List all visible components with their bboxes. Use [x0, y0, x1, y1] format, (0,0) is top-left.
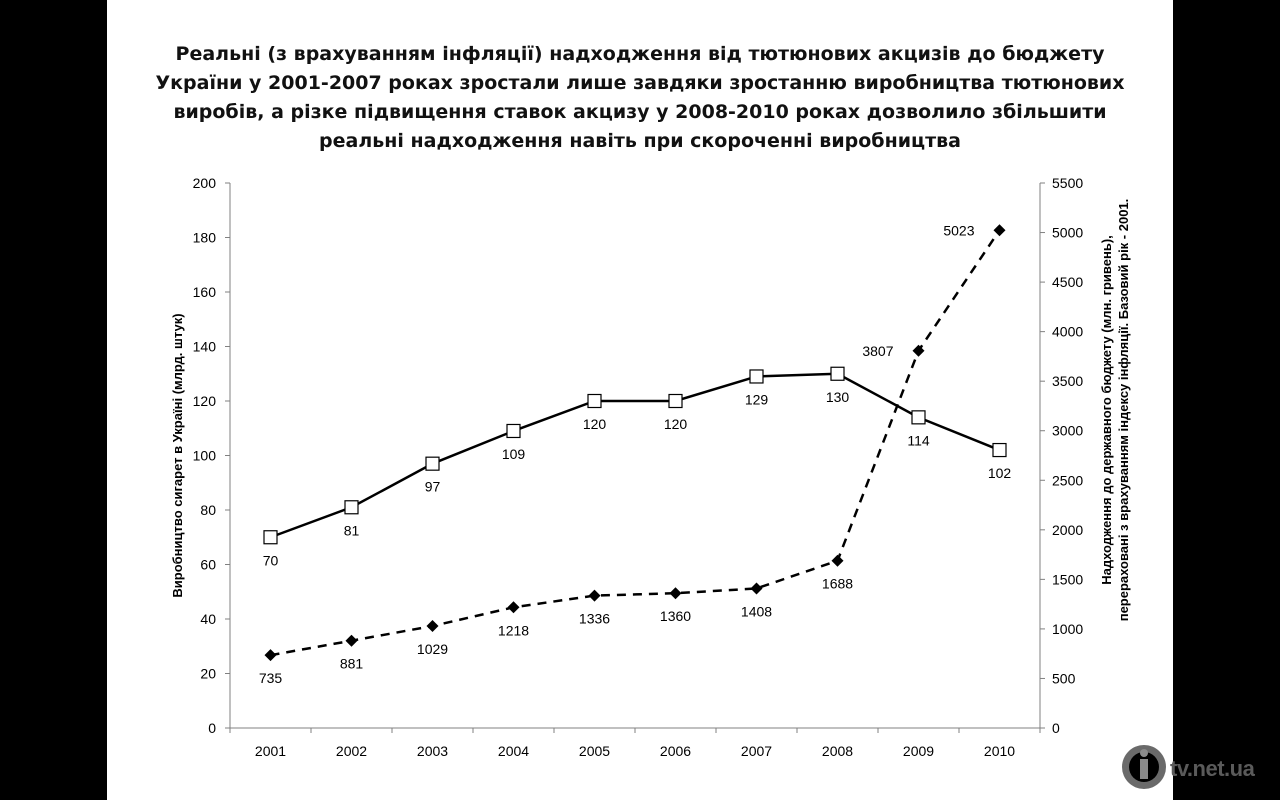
production-point [750, 370, 763, 383]
x-tick-label: 2001 [254, 743, 287, 759]
title-line: України у 2001-2007 роках зростали лише завдяки зростанню виробництва тютюнових [155, 72, 1125, 94]
revenue-series-line [271, 230, 1000, 658]
right-y-tick-label: 1000 [1052, 620, 1084, 637]
production-point [264, 531, 277, 544]
production-data-label: 109 [501, 445, 526, 462]
title-line: реальні надходження навіть при скороченні виробництва [319, 130, 961, 152]
production-point [588, 395, 601, 408]
revenue-data-label: 1218 [497, 622, 530, 639]
left-y-tick-label: 180 [192, 229, 216, 246]
right-y-tick-label: 0 [1052, 720, 1060, 736]
production-data-label: 114 [907, 432, 930, 449]
production-series-line [271, 374, 1000, 538]
production-point [345, 501, 358, 514]
right-y-tick-label: 5000 [1052, 224, 1084, 241]
right-y-tick-label: 3000 [1052, 422, 1084, 439]
revenue-data-label: 735 [258, 670, 283, 687]
production-data-label: 120 [663, 416, 688, 432]
title-line: виробів, а різке підвищення ставок акцизу у 2008-2010 роках дозволило збільшити [173, 101, 1107, 123]
production-data-label: 130 [825, 388, 850, 405]
production-data-label: 97 [424, 478, 441, 495]
left-y-tick-label: 40 [200, 611, 216, 627]
revenue-data-label: 3807 [862, 342, 894, 359]
right-y-tick-label: 4500 [1052, 274, 1084, 291]
revenue-data-label: 1688 [821, 575, 854, 592]
right-y-tick-label: 3500 [1052, 373, 1084, 390]
left-y-tick-label: 0 [208, 720, 216, 736]
right-y-tick-label: 2500 [1052, 472, 1084, 489]
left-y-tick-label: 140 [192, 338, 216, 355]
x-tick-label: 2010 [983, 743, 1016, 759]
revenue-point [346, 635, 358, 647]
production-point [669, 395, 682, 408]
revenue-point [589, 590, 601, 602]
revenue-point [832, 555, 844, 567]
revenue-data-label: 1360 [659, 608, 692, 625]
left-y-tick-label: 100 [192, 447, 216, 464]
x-tick-label: 2009 [902, 743, 935, 759]
production-point [912, 411, 925, 424]
revenue-point [427, 620, 439, 632]
production-data-label: 102 [987, 465, 1012, 482]
right-y-tick-label: 1500 [1052, 571, 1084, 588]
right-y-tick-label: 500 [1052, 670, 1076, 687]
watermark-text: tv.net.ua [1170, 756, 1255, 781]
revenue-point [508, 601, 520, 613]
right-y-tick-label: 4000 [1052, 323, 1084, 340]
right-y-axis-title-line: Надходження до державного бюджету (млн. гривень), [1099, 235, 1114, 585]
right-y-axis-title-line: перераховані з врахуванням індексу інфляції. Базовий рік - 2001. [1116, 198, 1131, 622]
production-point [426, 457, 439, 470]
title-line: Реальні (з врахуванням інфляції) надходження від тютюнових акцизів до бюджету [175, 43, 1105, 65]
left-y-tick-label: 60 [200, 556, 216, 573]
right-y-tick-label: 5500 [1052, 175, 1084, 191]
left-y-tick-label: 160 [192, 284, 216, 300]
production-point [507, 424, 520, 437]
revenue-data-label: 1408 [740, 603, 773, 620]
revenue-point [751, 582, 763, 594]
revenue-data-label: 1336 [578, 610, 611, 627]
production-data-label: 70 [262, 552, 279, 569]
revenue-point [265, 649, 277, 661]
revenue-point [994, 224, 1006, 236]
left-y-tick-label: 120 [192, 393, 216, 409]
x-tick-label: 2005 [578, 743, 611, 759]
revenue-data-label: 5023 [943, 222, 975, 239]
left-y-tick-label: 200 [192, 175, 216, 191]
production-point [993, 444, 1006, 457]
x-tick-label: 2008 [821, 743, 854, 759]
x-tick-label: 2004 [497, 743, 530, 759]
x-tick-label: 2007 [740, 743, 773, 759]
left-y-axis-title: Виробництво сигарет в Україні (млрд. штук) [170, 313, 185, 598]
revenue-point [670, 587, 682, 599]
left-y-tick-label: 80 [200, 502, 216, 518]
production-point [831, 367, 844, 380]
production-data-label: 120 [582, 416, 607, 432]
x-tick-label: 2002 [335, 743, 368, 759]
production-data-label: 81 [343, 522, 360, 539]
x-tick-label: 2006 [659, 743, 692, 759]
x-tick-label: 2003 [416, 743, 449, 759]
revenue-data-label: 881 [339, 655, 364, 672]
production-data-label: 129 [744, 391, 769, 408]
right-y-tick-label: 2000 [1052, 521, 1084, 538]
revenue-data-label: 1029 [416, 641, 449, 658]
left-y-tick-label: 20 [200, 665, 216, 682]
